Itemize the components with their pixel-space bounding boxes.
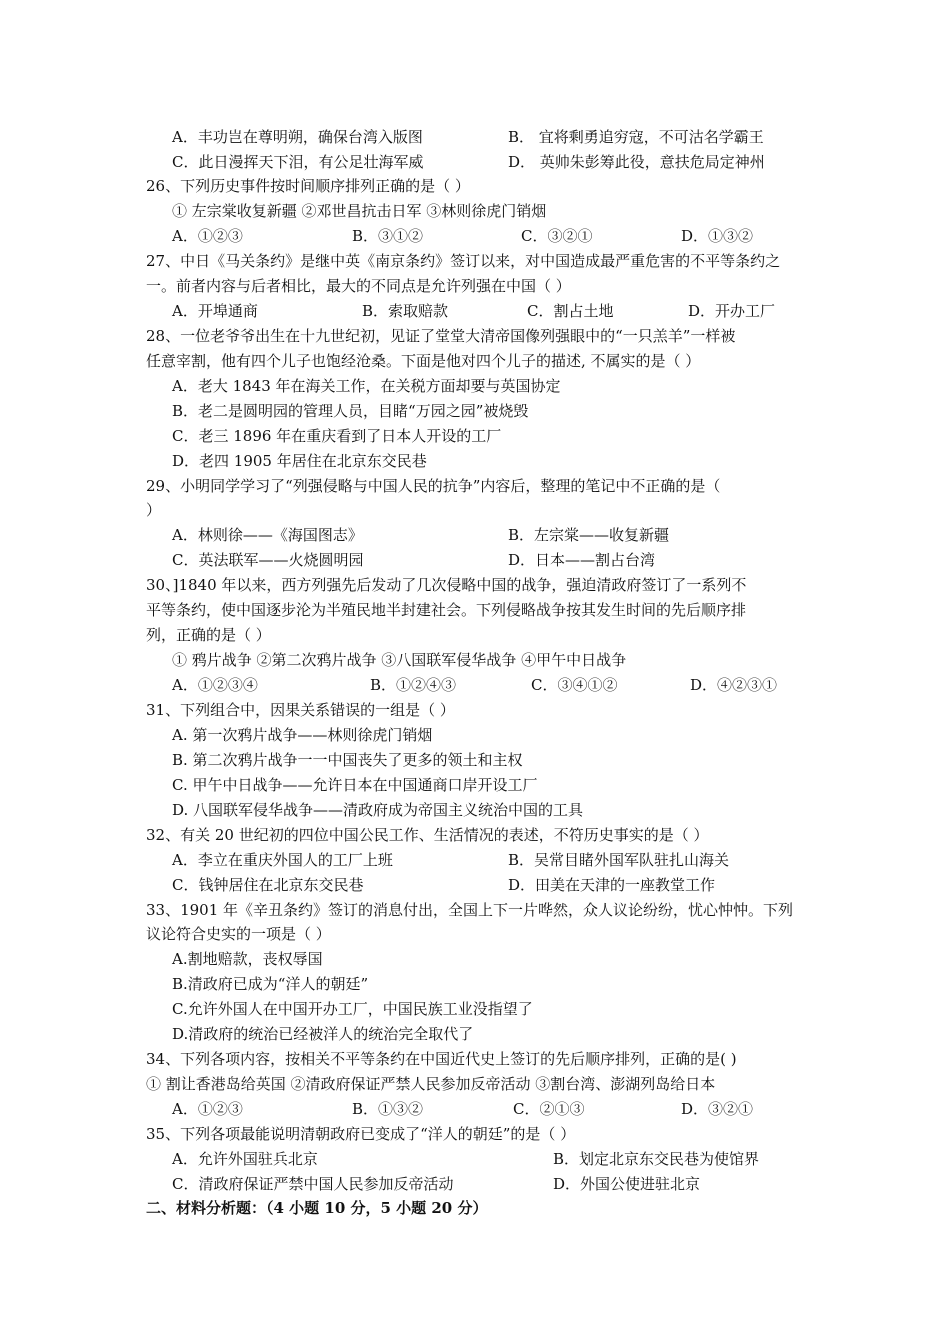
q26-option-a: A．①②③ [172,227,243,245]
q30-option-b: B．①②④③ [370,676,457,694]
q30-option-c: C．③④①② [531,676,618,694]
q28-option-b: B．老二是圆明园的管理人员，目睹“万园之园”被烧毁 [172,402,529,420]
section-heading: 二、材料分析题：（4 小题 10 分，5 小题 20 分） [146,1199,488,1217]
q29-stem-line2: ） [146,501,162,519]
q29-stem-line1: 29、小明同学学习了“列强侵略与中国人民的抗争”内容后，整理的笔记中不正确的是（ [146,477,721,495]
q27-stem-line2: 一。前者内容与后者相比，最大的不同点是允许列强在中国（ ） [146,277,571,295]
q25-option-b: B． 宜将剩勇追穷寇，不可沽名学霸王 [508,128,764,146]
q35-option-c: C．清政府保证严禁中国人民参加反帝活动 [172,1175,454,1193]
q26-option-d: D．①③② [681,227,754,245]
q28-stem-line1: 28、一位老爷爷出生在十九世纪初，见证了堂堂大清帝国像列强眼中的“一只羔羊”一样被 [146,327,736,345]
q32-option-a: A．李立在重庆外国人的工厂上班 [172,851,393,869]
q27-option-a: A．开埠通商 [172,302,258,320]
q27-stem-line1: 27、中日《马关条约》是继中英《南京条约》签订以来，对中国造成最严重危害的不平等条约之 [146,252,781,270]
q31-stem: 31、下列组合中，因果关系错误的一组是（ ） [146,701,455,719]
q35-option-b: B．划定北京东交民巷为使馆界 [553,1150,760,1168]
q25-option-a: A．丰功岂在尊明朔，确保台湾入版图 [172,128,423,146]
q34-items: ① 割让香港岛给英国 ②清政府保证严禁人民参加反帝活动 ③割台湾、澎湖列岛给日本 [146,1075,716,1093]
q29-option-a: A．林则徐——《海国图志》 [172,526,363,544]
q33-stem-line2: 议论符合史实的一项是（ ） [146,925,331,943]
q33-stem-line1: 33、1901 年《辛丑条约》签订的消息付出，全国上下一片哗然，众人议论纷纷，忧心忡忡。下列 [146,901,794,919]
q34-option-b: B．①③② [352,1100,424,1118]
q30-option-a: A．①②③④ [172,676,258,694]
q35-option-a: A．允许外国驻兵北京 [172,1150,318,1168]
q25-option-d: D． 英帅朱彭筹此役，意扶危局定神州 [508,153,765,171]
q33-option-c: C.允许外国人在中国开办工厂，中国民族工业没指望了 [172,1000,533,1018]
q30-stem-line1: 30、]1840 年以来，西方列强先后发动了几次侵略中国的战争，强迫清政府签订了一系列不 [146,576,747,594]
q26-items: ① 左宗棠收复新疆 ②邓世昌抗击日军 ③林则徐虎门销烟 [172,202,547,220]
q32-stem: 32、有关 20 世纪初的四位中国公民工作、生活情况的表述，不符历史事实的是（ ） [146,826,709,844]
q32-option-c: C．钱钟居住在北京东交民巷 [172,876,364,894]
q28-option-d: D．老四 1905 年居住在北京东交民巷 [172,452,427,470]
q28-option-a: A．老大 1843 年在海关工作，在关税方面却要与英国协定 [172,377,561,395]
q31-option-d: D. 八国联军侵华战争——清政府成为帝国主义统治中国的工具 [172,801,584,819]
q33-option-b: B.清政府已成为“洋人的朝廷” [172,975,369,993]
q27-option-c: C．割占土地 [527,302,614,320]
q31-option-b: B. 第二次鸦片战争一一中国丧失了更多的领土和主权 [172,751,523,769]
q29-option-d: D．日本——割占台湾 [508,551,656,569]
q31-option-a: A. 第一次鸦片战争——林则徐虎门销烟 [172,726,433,744]
q28-option-c: C．老三 1896 年在重庆看到了日本人开设的工厂 [172,427,502,445]
q25-option-c: C．此日漫挥天下泪，有公足壮海军威 [172,153,424,171]
q30-stem-line2: 平等条约，使中国逐步沦为半殖民地半封建社会。下列侵略战争按其发生时间的先后顺序排 [146,601,747,619]
q26-option-c: C．③②① [521,227,593,245]
q28-stem-line2: 任意宰割，他有四个儿子也饱经沧桑。下面是他对四个儿子的描述, 不属实的是（ ） [146,352,701,370]
q29-option-b: B．左宗棠——收复新疆 [508,526,670,544]
q30-items: ① 鸦片战争 ②第二次鸦片战争 ③八国联军侵华战争 ④甲午中日战争 [172,651,627,669]
q30-option-d: D．④②③① [690,676,778,694]
q27-option-d: D．开办工厂 [688,302,776,320]
q31-option-c: C. 甲午中日战争——允许日本在中国通商口岸开设工厂 [172,776,538,794]
q29-option-c: C．英法联军——火烧圆明园 [172,551,364,569]
q27-option-b: B．索取赔款 [362,302,449,320]
q30-stem-line3: 列，正确的是（ ） [146,626,271,644]
q34-stem: 34、下列各项内容，按相关不平等条约在中国近代史上签订的先后顺序排列，正确的是( ) [146,1050,737,1068]
q34-option-d: D．③②① [681,1100,754,1118]
q26-stem: 26、下列历史事件按时间顺序排列正确的是（ ） [146,177,470,195]
q34-option-c: C．②①③ [513,1100,585,1118]
q26-option-b: B．③①② [352,227,424,245]
q33-option-d: D.清政府的统治已经被洋人的统治完全取代了 [172,1025,474,1043]
q33-option-a: A.割地赔款，丧权辱国 [172,950,323,968]
q32-option-d: D．田美在天津的一座教堂工作 [508,876,716,894]
q35-option-d: D．外国公使进驻北京 [553,1175,701,1193]
q35-stem: 35、下列各项最能说明清朝政府已变成了“洋人的朝廷”的是（ ） [146,1125,576,1143]
q34-option-a: A．①②③ [172,1100,243,1118]
q32-option-b: B．吴常目睹外国军队驻扎山海关 [508,851,730,869]
